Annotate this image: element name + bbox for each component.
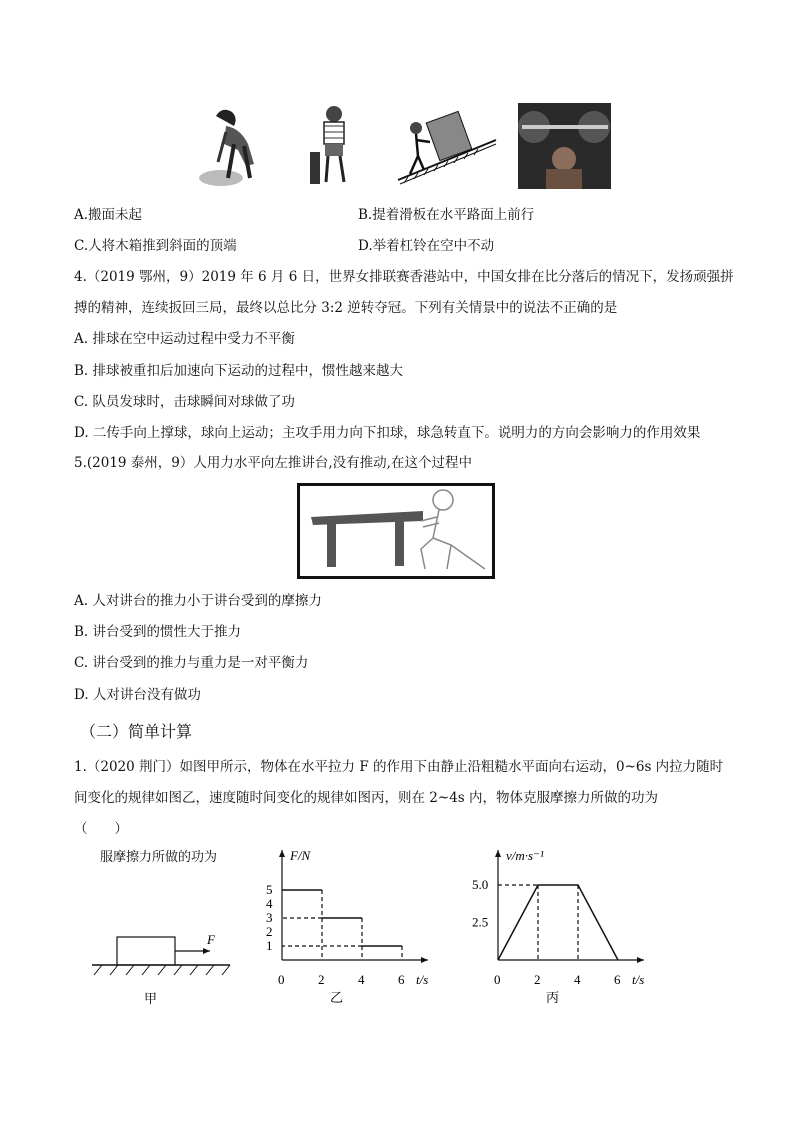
- x-axis-label: t/s: [632, 972, 645, 987]
- label-jia: 甲: [144, 991, 158, 1006]
- q5-stem: 5.(2019 泰州，9）人用力水平向左推讲台,没有推动,在这个过程中: [74, 455, 472, 471]
- figure-caption: 服摩擦力所做的功为: [100, 850, 218, 865]
- x-tick-label: 4: [358, 972, 365, 987]
- q4-option-c: C. 队员发球时，击球瞬间对球做了功: [74, 394, 295, 410]
- illustration-push-desk: [297, 483, 495, 579]
- chart-force-time: [262, 840, 452, 1010]
- q4-option-b: B. 排球被重扣后加速向下运动的过程中，惯性越来越大: [74, 363, 404, 379]
- x-axis-label: t/s: [416, 972, 429, 987]
- q3-option-c: C.人将木箱推到斜面的顶端: [74, 238, 237, 254]
- y-tick-label: 2: [266, 924, 273, 939]
- q4-option-a: A. 排球在空中运动过程中受力不平衡: [74, 331, 295, 347]
- x-tick-label: 0: [494, 972, 501, 987]
- y-tick-label: 3: [266, 910, 273, 925]
- calc1-line2: 间变化的规律如图乙，速度随时间变化的规律如图丙，则在 2~4s 内，物体克服摩擦力所做的功为: [74, 790, 658, 806]
- q5-option-a: A. 人对讲台的推力小于讲台受到的摩擦力: [74, 593, 322, 609]
- y-axis-label: F/N: [290, 848, 311, 863]
- q3-option-b: B.提着滑板在水平路面上前行: [358, 207, 535, 223]
- section-title: （二）简单计算: [80, 722, 193, 741]
- x-axis-arrow: [421, 957, 428, 963]
- x-axis-arrow: [637, 957, 644, 963]
- x-tick-label: 2: [318, 972, 325, 987]
- x-tick-label: 2: [534, 972, 541, 987]
- force-label: F: [207, 932, 215, 947]
- y-tick-label: 5.0: [472, 877, 489, 892]
- block: [117, 937, 175, 965]
- y-tick-label: 5: [266, 882, 273, 897]
- velocity-line: [498, 885, 618, 960]
- illustration-boy-with-board: [308, 104, 354, 188]
- figure-label: 乙: [330, 990, 344, 1005]
- q5-option-d: D. 人对讲台没有做功: [74, 687, 201, 703]
- x-tick-label: 0: [278, 972, 285, 987]
- q4-option-d: D. 二传手向上撑球，球向上运动；主攻手用力向下扣球，球急转直下。说明力的方向会影响力的作用效果: [74, 425, 701, 441]
- x-tick-label: 4: [574, 972, 581, 987]
- y-tick-label: 4: [266, 896, 273, 911]
- y-tick-label: 1: [266, 938, 273, 953]
- q4-stem-line2: 搏的精神，连续扳回三局，最终以总比分 3:2 逆转夺冠。下列有关情景中的说法不正确的是: [74, 300, 618, 316]
- q5-option-b: B. 讲台受到的惯性大于推力: [74, 624, 242, 640]
- x-tick-label: 6: [614, 972, 621, 987]
- q4-stem-line1: 4.（2019 鄂州，9）2019 年 6 月 6 日，世界女排联赛香港站中，中国女排在比分落后的情况下，发扬顽强拼: [74, 269, 734, 285]
- x-tick-label: 6: [398, 972, 405, 987]
- figure-label: 丙: [546, 990, 560, 1005]
- illustration-push-box-up-slope: [396, 106, 500, 186]
- figure-jia: [92, 920, 232, 1010]
- illustration-weightlifter: [518, 103, 611, 189]
- calc1-bracket: （ ）: [74, 821, 128, 837]
- q3-option-d: D.举着杠铃在空中不动: [358, 238, 495, 254]
- y-axis-arrow: [495, 850, 501, 857]
- illustration-woman-lifting: [196, 104, 266, 186]
- q3-option-a: A.搬面未起: [74, 207, 143, 223]
- y-tick-label: 2.5: [472, 914, 489, 930]
- y-axis-label: v/m·s⁻¹: [506, 848, 544, 863]
- chart-velocity-time: [462, 840, 662, 1010]
- y-axis-arrow: [279, 850, 285, 857]
- calc1-line1: 1.（2020 荆门）如图甲所示，物体在水平拉力 F 的作用下由静止沿粗糙水平面向右运动，0~6s 内拉力随时: [74, 759, 724, 775]
- q5-option-c: C. 讲台受到的推力与重力是一对平衡力: [74, 655, 309, 671]
